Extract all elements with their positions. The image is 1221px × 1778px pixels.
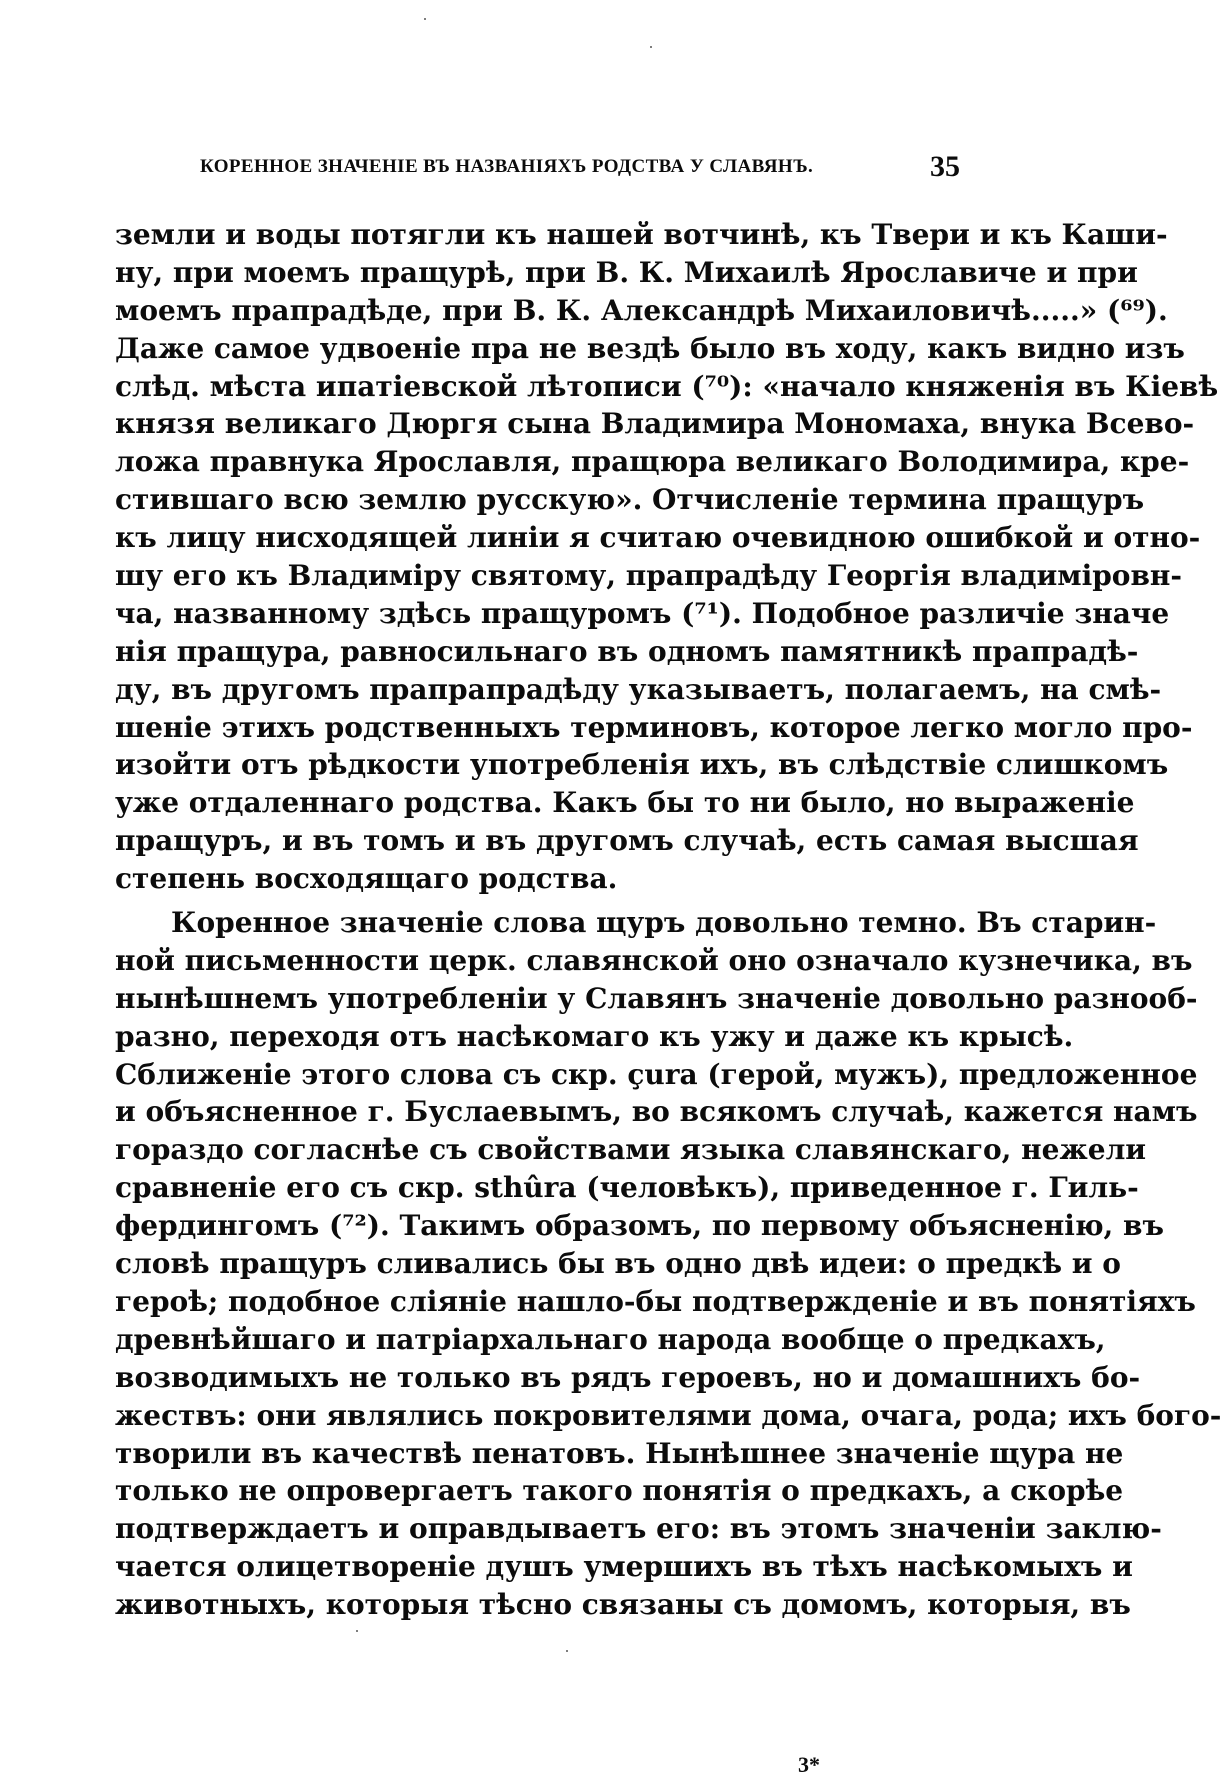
page-number: 35 (930, 150, 960, 183)
text-line: разно, переходя отъ насѣкомаго къ ужу и даже къ крысѣ. (115, 1019, 1074, 1053)
text-line: только не опровергаетъ такого понятія о предкахъ, а скорѣе (115, 1474, 1124, 1508)
text-line: гораздо согласнѣе съ свойствами языка славянскаго, нежели (115, 1133, 1147, 1167)
text-line: степень восходящаго родства. (115, 862, 618, 896)
text-line: героѣ; подобное сліяніе нашло-бы подтвержденіе и въ понятіяхъ (115, 1284, 1196, 1318)
page-header (200, 150, 960, 186)
text-line: Коренное значеніе слова щуръ довольно темно. Въ старин- (171, 906, 1157, 940)
text-line: князя великаго Дюргя сына Владимира Мономаха, внука Всево- (115, 407, 1195, 441)
text-line: къ лицу нисходящей линіи я считаю очевидною ошибкой и отно- (115, 521, 1201, 555)
text-line: подтверждаетъ и оправдываетъ его: въ этомъ значеніи заклю- (115, 1512, 1162, 1546)
text-line: фердингомъ (⁷²). Такимъ образомъ, по первому объясненію, въ (115, 1209, 1164, 1243)
text-line: ча, названному здѣсь пращуромъ (⁷¹). Подобное различіе значе (115, 596, 1170, 630)
text-line: ну, при моемъ пращурѣ, при В. К. Михаилѣ Ярославиче и при (115, 255, 1138, 289)
text-line: земли и воды потягли къ нашей вотчинѣ, къ Твери и къ Каши- (115, 218, 1168, 251)
text-line: ложа правнука Ярославля, пращюра великаго Володимира, кре- (115, 445, 1190, 479)
text-line: нынѣшнемъ употребленіи у Славянъ значеніе довольно разнооб- (115, 981, 1198, 1015)
text-line: ной письменности церк. славянской оно означало кузнечика, въ (115, 943, 1193, 977)
paragraph (115, 216, 1219, 898)
text-line: стившаго всю землю русскую». Отчисленіе термина пращуръ (115, 483, 1145, 517)
running-title: КОРЕННОЕ ЗНАЧЕНІЕ ВЪ НАЗВАНІЯХЪ РОДСТВА У СЛАВЯНЪ. (200, 156, 814, 177)
printer-signature-mark: 3* (798, 1752, 820, 1777)
text-line: пращуръ, и въ томъ и въ другомъ случаѣ, есть самая высшая (115, 824, 1139, 858)
text-line: Даже самое удвоеніе пра не вездѣ было въ ходу, какъ видно изъ (115, 331, 1185, 365)
text-line: изойти отъ рѣдкости употребленія ихъ, въ слѣдствіе слишкомъ (115, 748, 1169, 782)
text-line: творили въ качествѣ пенатовъ. Нынѣшнее значеніе щура не (115, 1436, 1124, 1470)
text-line: моемъ прапрадѣде, при В. К. Александрѣ Михаиловичѣ.....» (⁶⁹). (115, 293, 1168, 327)
text-line: шеніе этихъ родственныхъ терминовъ, которое легко могло про- (115, 710, 1193, 744)
text-line: животныхъ, которыя тѣсно связаны съ домомъ, которыя, въ (115, 1588, 1131, 1622)
text-line: и объясненное г. Буслаевымъ, во всякомъ случаѣ, кажется намъ (115, 1095, 1198, 1129)
text-line: слѣд. мѣста ипатіевской лѣтописи (⁷⁰): «начало княженія въ Кіевѣ (115, 369, 1219, 403)
body-text (115, 216, 1221, 1624)
text-line: возводимыхъ не только въ рядъ героевъ, но и домашнихъ бо- (115, 1360, 1141, 1394)
text-line: сравненіе его съ скр. sthûra (человѣкъ), приведенное г. Гиль- (115, 1171, 1139, 1205)
text-line: чается олицетвореніе душъ умершихъ въ тѣхъ насѣкомыхъ и (115, 1550, 1133, 1584)
paragraph (115, 904, 1221, 1624)
text-line: древнѣйшаго и патріархальнаго народа вообще о предкахъ, (115, 1322, 1106, 1356)
text-line: уже отдаленнаго родства. Какъ бы то ни было, но выраженіе (115, 786, 1135, 820)
text-line: шу его къ Владиміру святому, прапрадѣду Георгія владиміровн- (115, 559, 1183, 593)
text-line: Сближеніе этого слова съ скр. çura (герой, мужъ), предложенное (115, 1057, 1198, 1091)
text-line: нія пращура, равносильнаго въ одномъ памятникѣ прапрадѣ- (115, 634, 1139, 668)
text-line: жествъ: они являлись покровителями дома, очага, рода; ихъ бого- (115, 1398, 1221, 1432)
text-line: ду, въ другомъ прапрапрадѣду указываетъ, полагаемъ, на смѣ- (115, 672, 1162, 706)
text-line: словѣ пращуръ сливались бы въ одно двѣ идеи: о предкѣ и о (115, 1247, 1121, 1281)
